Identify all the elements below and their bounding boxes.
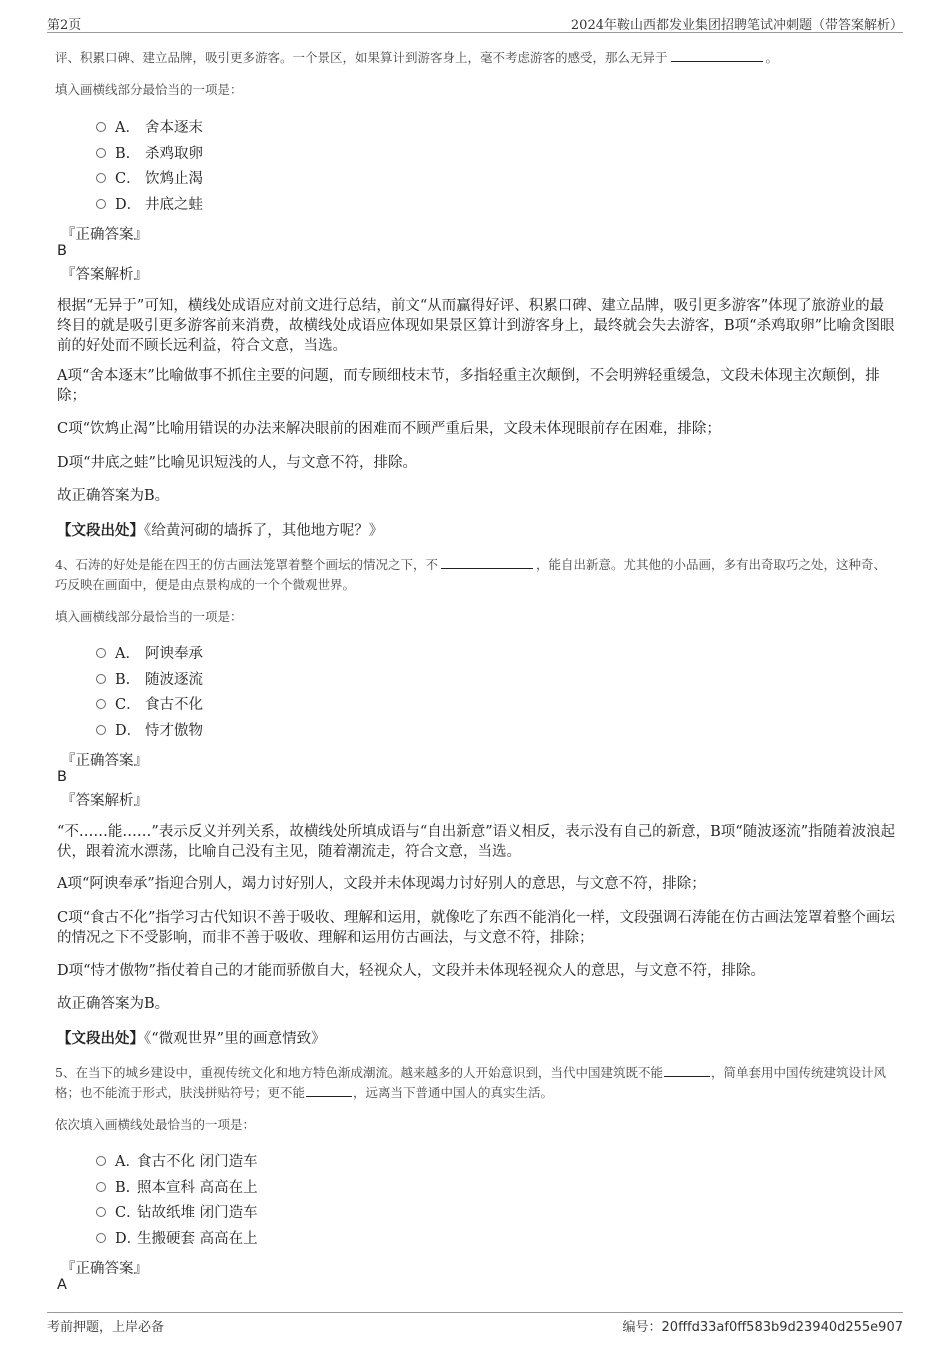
page-header xyxy=(47,14,903,33)
q5-answer-label: 『正确答案』 xyxy=(61,1261,148,1277)
q3-blank xyxy=(671,49,763,62)
q5-option-b[interactable]: B. 照本宣科 高高在上 xyxy=(96,1178,258,1198)
radio-icon[interactable] xyxy=(96,1182,106,1192)
radio-icon[interactable] xyxy=(96,725,106,735)
radio-icon[interactable] xyxy=(96,122,106,132)
q4-answer-label: 『正确答案』 xyxy=(61,753,148,769)
radio-icon[interactable] xyxy=(96,199,106,209)
q4-analysis-2: A项“阿谀奉承”指迎合别人，竭力讨好别人，文段并未体现竭力讨好别人的意思，与文意不符，排除； xyxy=(57,876,706,892)
radio-icon[interactable] xyxy=(96,173,106,183)
footer-slogan: 考前押题，上岸必备 xyxy=(47,1320,165,1335)
q3-answer: B xyxy=(57,243,67,259)
radio-icon[interactable] xyxy=(96,1207,106,1217)
q4-analysis-5: 故正确答案为B。 xyxy=(57,996,170,1012)
q4-option-c[interactable]: C． 食古不化 xyxy=(96,695,203,715)
q3-analysis-label: 『答案解析』 xyxy=(61,267,148,283)
q4-analysis-label: 『答案解析』 xyxy=(61,793,148,809)
radio-icon[interactable] xyxy=(96,1233,106,1243)
q5-stem: 5、在当下的城乡建设中，重视传统文化和地方特色渐成潮流。越来越多的人开始意识到，当代中国建筑既不能 ，简单套用中国传统建筑设计风格；也不能流于形式，肤浅拼贴符号；更不能 ，远离当下普通中国人的真实生活。 xyxy=(55,1065,886,1100)
q4-blank xyxy=(441,556,533,569)
q4-analysis-3: C项“食古不化”指学习古代知识不善于吸收、理解和运用，就像吃了东西不能消化一样，文段强调石涛能在仿古画法笼罩着整个画坛的情况之下不受影响，而非不善于吸收、理解和运用仿古画法，与文意不符，排除； xyxy=(57,910,895,946)
q4-source: 【文段出处】《“微观世界”里的画意情致》 xyxy=(57,1030,326,1047)
radio-icon[interactable] xyxy=(96,148,106,158)
page-footer xyxy=(47,1312,903,1335)
document-title: 2024年鞍山西都发业集团招聘笔试冲刺题（带答案解析） xyxy=(570,18,903,33)
q3-answer-label: 『正确答案』 xyxy=(61,227,148,243)
q5-answer: A xyxy=(57,1277,67,1293)
q4-option-d[interactable]: D． 恃才傲物 xyxy=(96,721,203,741)
radio-icon[interactable] xyxy=(96,699,106,709)
q3-prompt: 填入画横线部分最恰当的一项是： xyxy=(55,82,243,97)
radio-icon[interactable] xyxy=(96,648,106,658)
page-number: 第2页 xyxy=(47,18,82,33)
q4-analysis-1: “不……能……”表示反义并列关系，故横线处所填成语与“自出新意”语义相反，表示没有自己的新意，B项“随波逐流”指随着波浪起伏，跟着流水漂荡，比喻自己没有主见，随着潮流走，符合文意，当选。 xyxy=(57,824,896,860)
q3-option-d[interactable]: D． 井底之蛙 xyxy=(96,195,203,215)
q3-option-c[interactable]: C． 饮鸩止渴 xyxy=(96,169,203,189)
q5-blank-1 xyxy=(664,1064,710,1077)
q4-prompt: 填入画横线部分最恰当的一项是： xyxy=(55,609,243,624)
q3-analysis-1: 根据“无异于”可知，横线处成语应对前文进行总结，前文“从而赢得好评、积累口碑、建立品牌，吸引更多游客”体现了旅游业的最终目的就是吸引更多游客前来消费，故横线处成语应体现如果景区算计到游客身上，最终就会失去游客，B项“杀鸡取卵”比喻贪图眼前的好处而不顾长远利益，符合文意，当选。 xyxy=(57,298,895,354)
q4-option-b[interactable]: B. 随波逐流 xyxy=(96,670,203,690)
q3-analysis-4: D项“井底之蛙”比喻见识短浅的人，与文意不符，排除。 xyxy=(57,455,417,471)
q3-stem: 评、积累口碑、建立品牌，吸引更多游客。一个景区，如果算计到游客身上，毫不考虑游客的感受，那么无异于 。 xyxy=(55,50,779,65)
radio-icon[interactable] xyxy=(96,1156,106,1166)
q3-source: 【文段出处】《给黄河砌的墙拆了，其他地方呢？》 xyxy=(57,522,384,539)
q3-analysis-2: A项“舍本逐末”比喻做事不抓住主要的问题，而专顾细枝末节，多指轻重主次颠倒，不会明辨轻重缓急，文段未体现主次颠倒，排除； xyxy=(57,368,880,404)
q4-option-a[interactable]: A． 阿谀奉承 xyxy=(96,644,203,664)
q3-option-b[interactable]: B. 杀鸡取卵 xyxy=(96,144,203,164)
document-code: 编号：20fffd33af0ff583b9d23940d255e907 xyxy=(622,1320,903,1335)
q3-analysis-3: C项“饮鸩止渴”比喻用错误的办法来解决眼前的困难而不顾严重后果，文段未体现眼前存在困难，排除； xyxy=(57,421,721,437)
q5-option-a[interactable]: A．食古不化 闭门造车 xyxy=(96,1152,258,1172)
q4-stem: 4、石涛的好处是能在四王的仿古画法笼罩着整个画坛的情况之下，不 ，能自出新意。尤其他的小品画，多有出奇取巧之处，这种奇、巧反映在画面中，便是由点景构成的一个个微观世界。 xyxy=(55,557,886,592)
q4-analysis-4: D项“恃才傲物”指仗着自己的才能而骄傲自大，轻视众人，文段并未体现轻视众人的意思，与文意不符，排除。 xyxy=(57,963,765,979)
q3-option-a[interactable]: A． 舍本逐末 xyxy=(96,118,203,138)
q5-option-d[interactable]: D．生搬硬套 高高在上 xyxy=(96,1229,258,1249)
q3-analysis-5: 故正确答案为B。 xyxy=(57,488,170,504)
radio-icon[interactable] xyxy=(96,674,106,684)
q5-option-c[interactable]: C．钻故纸堆 闭门造车 xyxy=(96,1203,258,1223)
q5-prompt: 依次填入画横线处最恰当的一项是： xyxy=(55,1117,256,1132)
q5-blank-2 xyxy=(306,1084,352,1097)
q4-answer: B xyxy=(57,769,67,785)
